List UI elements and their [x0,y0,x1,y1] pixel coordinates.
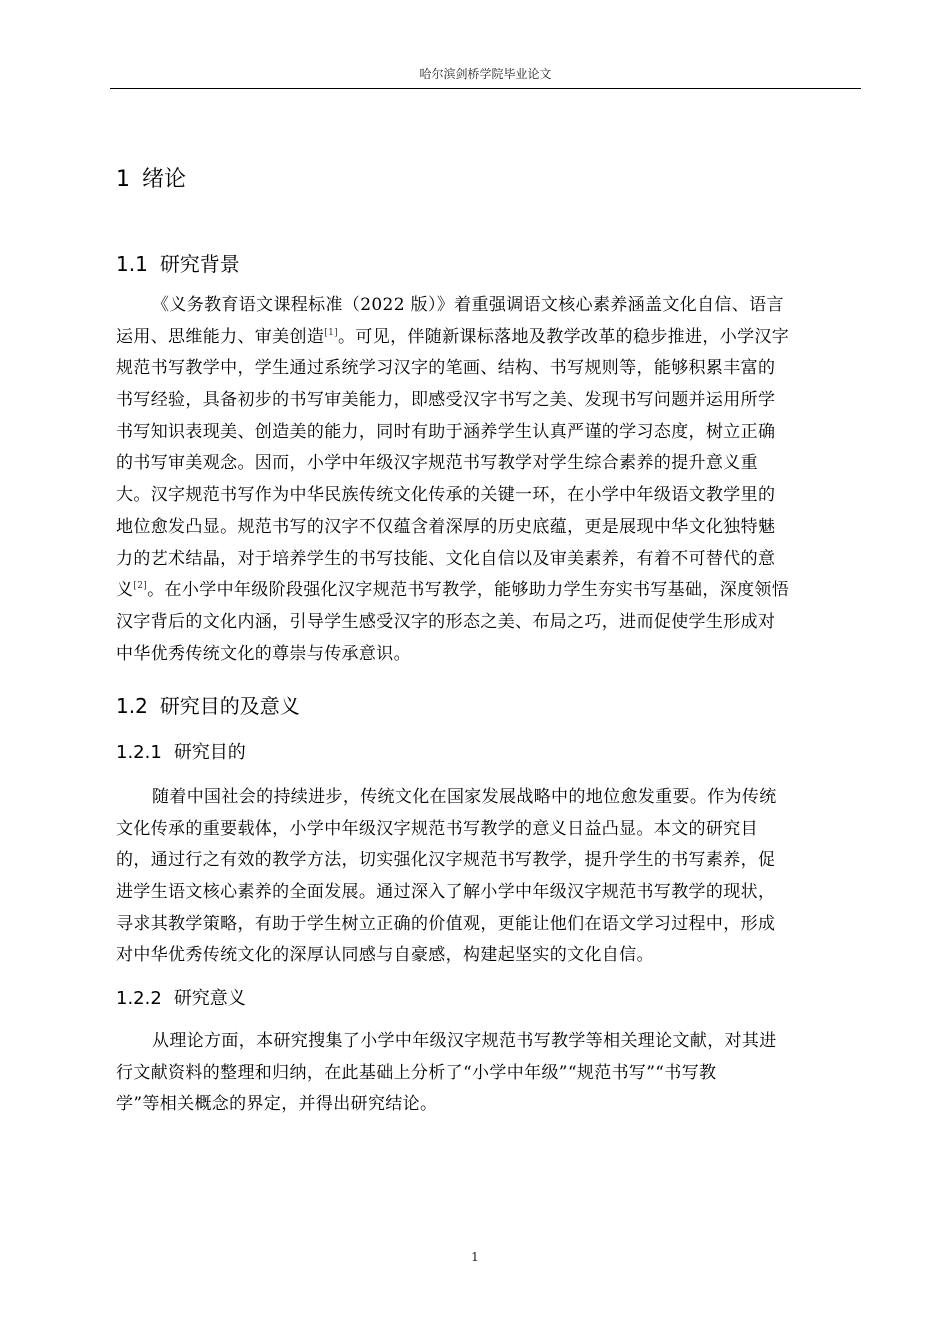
section-number: 1.1 [116,252,148,276]
paragraph-line: 汉字背后的文化内涵，引导学生感受汉字的形态之美、布局之巧，进而促使学生形成对 [116,611,776,632]
section-heading-1-1 [116,250,240,278]
chapter-number: 1 [116,167,130,192]
paragraph-research-significance [116,1026,856,1121]
paragraph-line [116,575,856,607]
paragraph-line: 《义务教育语文课程标准（2022 版）》着重强调语文核心素养涵盖文化自信、语言 [152,295,784,315]
section-title: 研究背景 [159,252,240,276]
line-text: 。可见，伴随新课标落地及教学改革的稳步推进，小学汉字 [338,326,790,347]
paragraph-line: 对中华优秀传统文化的深厚认同感与自豪感，构建起坚实的文化自信。 [116,945,654,966]
paragraph-line: 行文献资料的整理和归纳，在此基础上分析了“小学中年级”“规范书写”“书写教 [116,1062,717,1083]
subsection-title: 研究目的 [173,742,246,763]
section-title: 研究目的及意义 [159,694,300,718]
subsection-heading-1-2-2 [116,986,246,1012]
paragraph-line: 书写经验，具备初步的书写审美能力，即感受汉字书写之美、发现书写问题并运用所学 [116,390,776,411]
line-text: 。在小学中年级阶段强化汉字规范书写教学，能够助力学生夯实书写基础，深度领悟 [147,580,790,601]
paragraph-line: 中华优秀传统文化的尊崇与传承意识。 [116,643,411,664]
paragraph-line: 文化传承的重要载体，小学中年级汉字规范书写教学的意义日益凸显。本文的研究目 [116,818,758,839]
paragraph-line: 学”等相关概念的界定，并得出研究结论。 [116,1094,438,1115]
paragraph-line: 从理论方面，本研究搜集了小学中年级汉字规范书写教学等相关理论文献，对其进 [152,1031,777,1051]
citation-marker: [2] [133,581,148,592]
paragraph-line: 规范书写教学中，学生通过系统学习汉字的笔画、结构、书写规则等，能够积累丰富的 [116,358,776,379]
paragraph-line: 力的艺术结晶，对于培养学生的书写技能、文化自信以及审美素养，有着不可替代的意 [116,548,776,569]
header-title: 哈尔滨剑桥学院毕业论文 [419,67,552,81]
section-heading-1-2 [116,692,300,720]
chapter-title: 绪论 [142,167,187,192]
paragraph-line: 大。汉字规范书写作为中华民族传统文化传承的关键一环，在小学中年级语文教学里的 [116,485,776,506]
line-text: 义 [116,580,134,601]
subsection-title: 研究意义 [173,988,246,1009]
citation-marker: [1] [324,327,339,338]
paragraph-line: 的书写审美观念。因而，小学中年级汉字规范书写教学对学生综合素养的提升意义重 [116,453,758,474]
paragraph-line: 的，通过行之有效的教学方法，切实强化汉字规范书写教学，提升学生的书写素养，促 [116,850,776,871]
subsection-number: 1.2.2 [116,988,162,1009]
subsection-heading-1-2-1 [116,740,246,766]
subsection-number: 1.2.1 [116,742,162,763]
line-text: 运用、思维能力、审美创造 [116,326,325,347]
paragraph-line: 进学生语文核心素养的全面发展。通过深入了解小学中年级汉字规范书写教学的现状， [116,882,776,903]
section-number: 1.2 [116,694,148,718]
chapter-heading [116,165,186,195]
paragraph-line [116,322,856,354]
paragraph-line: 寻求其教学策略，有助于学生树立正确的价值观，更能让他们在语文学习过程中，形成 [116,913,776,934]
paragraph-research-purpose [116,782,856,972]
page-header [110,66,861,89]
paragraph-line: 书写知识表现美、创造美的能力，同时有助于涵养学生认真严谨的学习态度，树立正确 [116,421,776,442]
paragraph-research-background [116,290,856,670]
paragraph-line: 随着中国社会的持续进步，传统文化在国家发展战略中的地位愈发重要。作为传统 [152,787,777,807]
paragraph-line: 地位愈发凸显。规范书写的汉字不仅蕴含着深厚的历史底蕴，更是展现中华文化独特魅 [116,516,776,537]
page-number: 1 [471,1250,479,1264]
